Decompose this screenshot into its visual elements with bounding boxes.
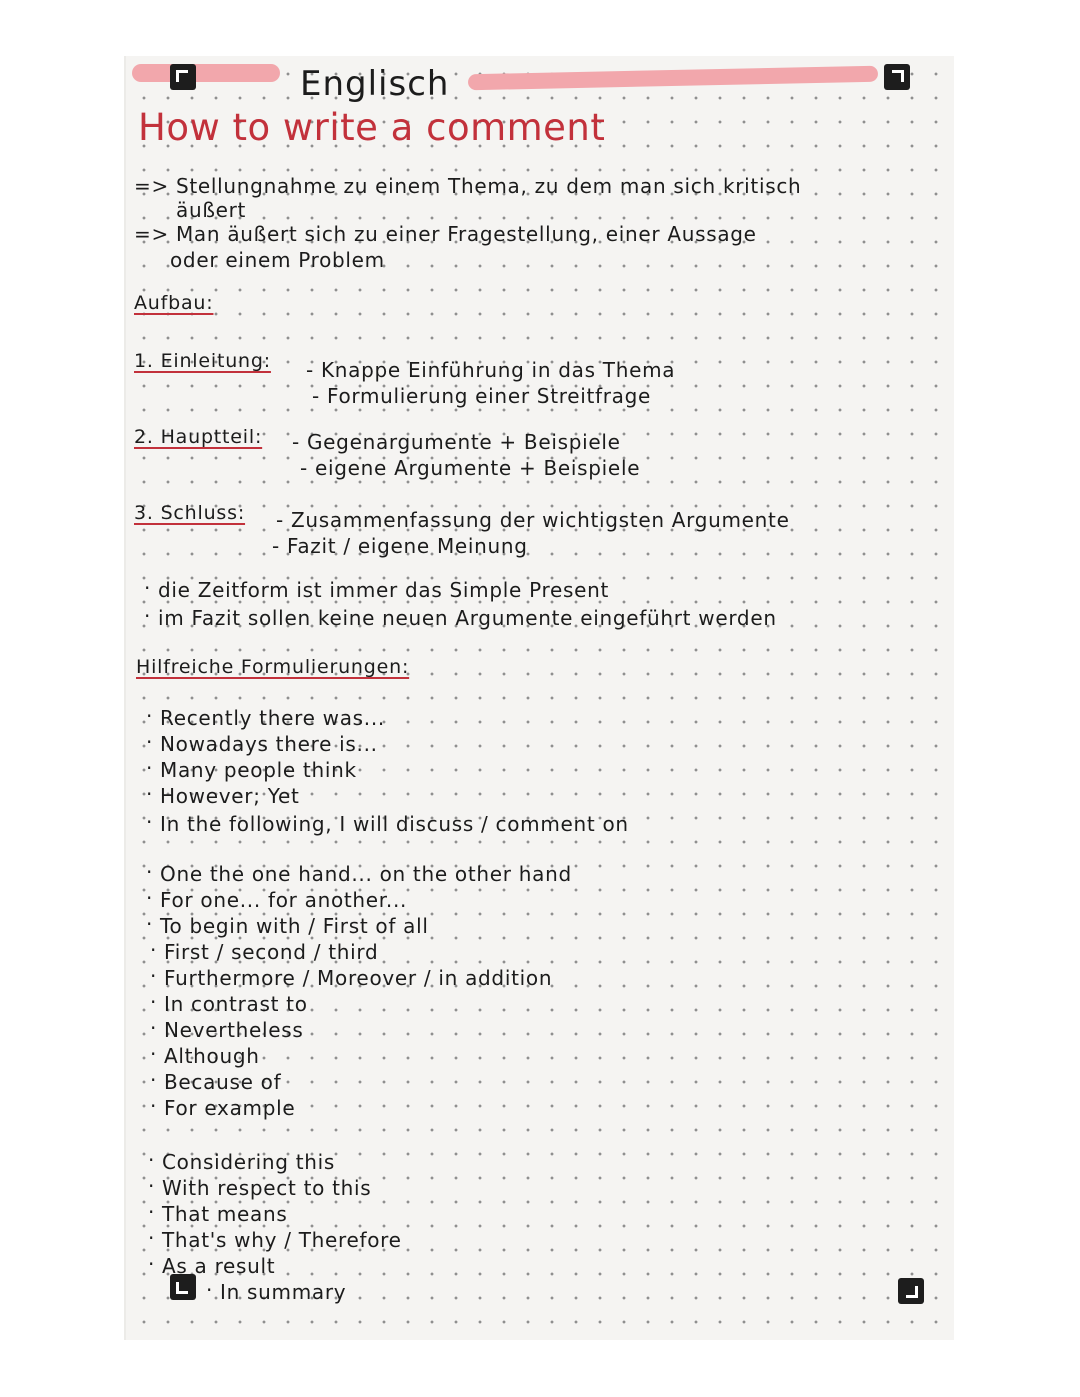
definition-line: => Man äußert sich zu einer Fragestellung, einer Aussage (134, 222, 757, 246)
structure-heading: Aufbau: (134, 292, 214, 314)
section-label: 3. Schluss: (134, 502, 246, 524)
section-point: - Knappe Einführung in das Thema (306, 358, 676, 382)
definition-line: äußert (176, 198, 247, 222)
phrase-item: · Many people think (160, 758, 357, 782)
phrase-item: · Because of (164, 1070, 281, 1094)
phrase-item: · First / second / third (164, 940, 378, 964)
phrase-item: · For example (164, 1096, 295, 1120)
note-item: · im Fazit sollen keine neuen Argumente eingeführt werden (158, 606, 777, 630)
corner-top-left-icon (170, 64, 196, 90)
washi-tape-right (468, 66, 878, 91)
section-point: - Formulierung einer Streitfrage (312, 384, 652, 408)
phrase-item: · Nowadays there is... (160, 732, 378, 756)
phrase-item: · However; Yet (160, 784, 300, 808)
note-item: · die Zeitform ist immer das Simple Present (158, 578, 609, 602)
section-label: 2. Hauptteil: (134, 426, 263, 448)
section-point: - eigene Argumente + Beispiele (300, 456, 641, 480)
phrases-heading: Hilfreiche Formulierungen: (136, 656, 410, 678)
section-point: - Gegenargumente + Beispiele (292, 430, 621, 454)
phrase-item: · Nevertheless (164, 1018, 304, 1042)
section-point: - Zusammenfassung der wichtigsten Argumente (276, 508, 790, 532)
page-title: How to write a comment (138, 106, 606, 149)
section-point: - Fazit / eigene Meinung (272, 534, 528, 558)
phrase-item: · In contrast to (164, 992, 308, 1016)
washi-tape-left (132, 64, 280, 82)
corner-bottom-right-icon (898, 1278, 924, 1304)
phrase-item: · One the one hand... on the other hand (160, 862, 572, 886)
corner-top-right-icon (884, 64, 910, 90)
phrase-item: · In the following, I will discuss / comment on (160, 812, 629, 836)
phrase-item: · Although (164, 1044, 260, 1068)
definition-line: => Stellungnahme zu einem Thema, zu dem man sich kritisch (134, 174, 802, 198)
phrase-item: · That means (162, 1202, 288, 1226)
subject-label: Englisch (300, 64, 450, 104)
phrase-item: · Recently there was... (160, 706, 385, 730)
notebook-page (124, 56, 954, 1340)
phrase-item: · With respect to this (162, 1176, 371, 1200)
definition-line: oder einem Problem (170, 248, 385, 272)
phrase-item: · As a result (162, 1254, 275, 1278)
phrase-item: · That's why / Therefore (162, 1228, 402, 1252)
section-label: 1. Einleitung: (134, 350, 271, 372)
phrase-item: · In summary (220, 1280, 346, 1304)
phrase-item: · Considering this (162, 1150, 335, 1174)
phrase-item: · Furthermore / Moreover / in addition (164, 966, 552, 990)
phrase-item: · To begin with / First of all (160, 914, 429, 938)
phrase-item: · For one... for another... (160, 888, 407, 912)
